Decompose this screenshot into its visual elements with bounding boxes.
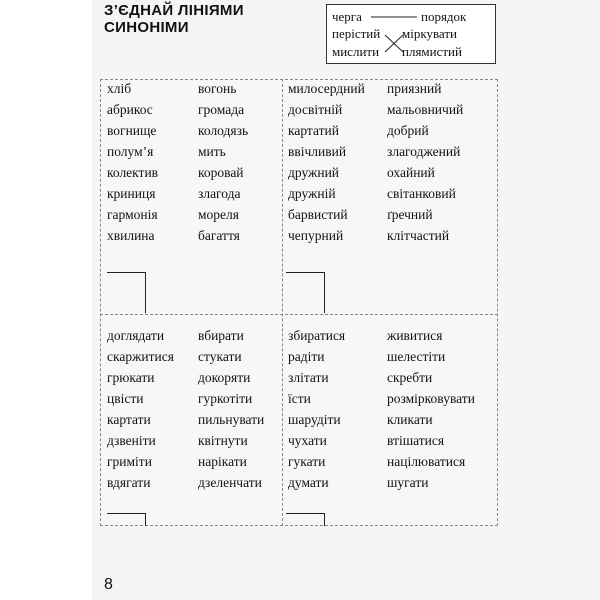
right-word: громада [198,102,245,117]
left-word: барвистий [288,207,348,222]
left-word: вдягати [107,475,151,490]
corner-mark [286,513,325,526]
right-word: пильнувати [198,412,265,427]
right-word: втішатися [387,433,445,448]
left-word: вогнище [107,123,157,138]
right-word: злагоджений [387,144,461,159]
example-left-word: черга [332,9,362,24]
left-word: колектив [107,165,159,180]
right-word: скребти [387,370,433,385]
left-word: картатий [288,123,339,138]
right-word: кликати [387,412,433,427]
right-word: гуркотіти [198,391,253,406]
left-word: цвісти [107,391,144,406]
left-word: чухати [288,433,327,448]
left-word: криниця [107,186,156,201]
right-word: ґречний [387,207,433,222]
left-word: картати [107,412,151,427]
right-word: живитися [387,328,443,343]
right-word: мить [198,144,226,159]
task-title-line-2: СИНОНІМИ [104,19,189,36]
right-word: мальовничий [387,102,464,117]
left-word: гриміти [107,454,152,469]
left-word: доглядати [107,328,165,343]
right-word: нарікати [198,454,247,469]
left-word: шарудіти [288,412,341,427]
right-word: шелестіти [387,349,446,364]
task-title-line-1: З’ЄДНАЙ ЛІНІЯМИ [104,2,244,19]
left-word: дружний [288,165,340,180]
grid-horizontal-divider [100,314,498,315]
right-word: вбирати [198,328,244,343]
right-word: приязний [387,81,442,96]
corner-mark [286,272,325,313]
right-word: вогонь [198,81,237,96]
right-word: квітнути [198,433,248,448]
left-word: збиратися [288,328,346,343]
example-left-word: мислити [332,44,380,59]
right-word: розмірковувати [387,391,475,406]
right-word: колодязь [198,123,249,138]
left-word: їсти [288,391,311,406]
left-word: гармонія [107,207,158,222]
right-word: докоряти [198,370,251,385]
task-title [104,2,244,36]
left-word: досвітній [288,102,343,117]
example-left-word: перістий [332,26,381,41]
right-word: шугати [387,475,429,490]
example-right-word: плямистий [402,44,462,59]
right-word: клітчастий [387,228,450,243]
left-word: абрикос [107,102,153,117]
left-word: дружній [288,186,336,201]
example-box [326,4,496,64]
right-word: охайний [387,165,435,180]
left-word: хвилина [107,228,155,243]
grid-vertical-divider [282,79,283,526]
example-right-word: міркувати [402,26,458,41]
left-word: грюкати [107,370,155,385]
right-word: злагода [198,186,241,201]
example-right-word: порядок [421,9,467,24]
left-word: злітати [288,370,329,385]
left-word: гукати [288,454,326,469]
right-word: мореля [198,207,239,222]
left-word: хліб [107,81,132,96]
right-word: коровай [198,165,244,180]
right-word: націлюватися [387,454,466,469]
page-number: 8 [104,576,113,593]
left-word: ввічливий [288,144,347,159]
left-word: думати [288,475,329,490]
corner-mark [107,513,146,526]
right-word: дзеленчати [198,475,262,490]
left-word: милосердний [288,81,365,96]
right-word: стукати [198,349,242,364]
corner-mark [107,272,146,313]
right-word: світанковий [387,186,456,201]
left-word: радіти [288,349,325,364]
left-word: чепурний [288,228,344,243]
example-connection-lines [327,5,497,65]
right-word: багаття [198,228,240,243]
left-word: дзвеніти [107,433,156,448]
left-word: скаржитися [107,349,174,364]
left-word: полум’я [107,144,154,159]
right-word: добрий [387,123,429,138]
